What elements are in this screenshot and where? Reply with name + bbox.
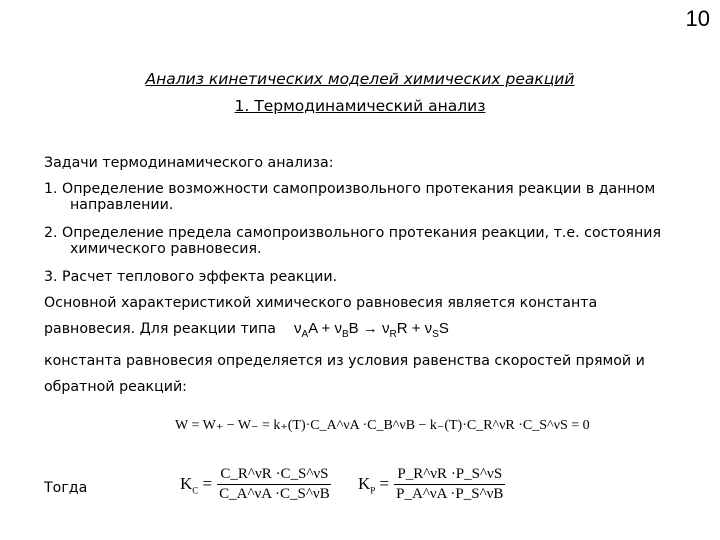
body-text	[44, 150, 694, 400]
text-line: Основной характеристикой химического равновесия является константа	[44, 295, 598, 311]
text-fragment: равновесия. Для реакции типа	[44, 321, 276, 337]
reaction-equation: $\nu_AA + \nu_BB \to \nu_RR + \nu_SS$	[294, 320, 449, 340]
text-line: константа равновесия определяется из условия равенства скоростей прямой и	[44, 353, 645, 369]
kp-equation: $K_P$ = $\frac{P\_R\^{}\nu R \cdot P\_S\^{}\nu S}{P\_A\^{}\nu A \cdot P\_S\^{}\nu B}$	[358, 466, 504, 502]
page-subtitle: 1. Термодинамический анализ	[234, 97, 486, 115]
page-title: Анализ кинетических моделей химических реакций	[145, 70, 575, 88]
text-line: обратной реакций:	[44, 379, 187, 395]
kc-equation: $K_C$ = $\frac{C\_R\^{}\nu R \cdot C\_S\^{}\nu S}{C\_A\^{}\nu A \cdot C\_S\^{}\nu B}$	[180, 466, 330, 502]
text-line: направлении.	[70, 197, 174, 213]
text-line: 1. Определение возможности самопроизвольного протекания реакции в данном	[44, 181, 656, 197]
text-line: Задачи термодинамического анализа:	[44, 155, 334, 171]
text-line-reaction	[44, 316, 694, 348]
text-line: 2. Определение предела самопроизвольного протекания реакции, т.е. состояния	[44, 225, 661, 241]
page-number: 10	[685, 6, 710, 31]
text-line: 3. Расчет теплового эффекта реакции.	[44, 269, 338, 285]
rate-equation: W = W₊ − W₋ = k₊(T)·C_A^νA ·C_B^νB − k₋(T)·C_R^νR ·C_S^νS = 0	[175, 418, 590, 433]
togda-label: Тогда	[44, 480, 88, 496]
text-line: химического равновесия.	[70, 241, 262, 257]
